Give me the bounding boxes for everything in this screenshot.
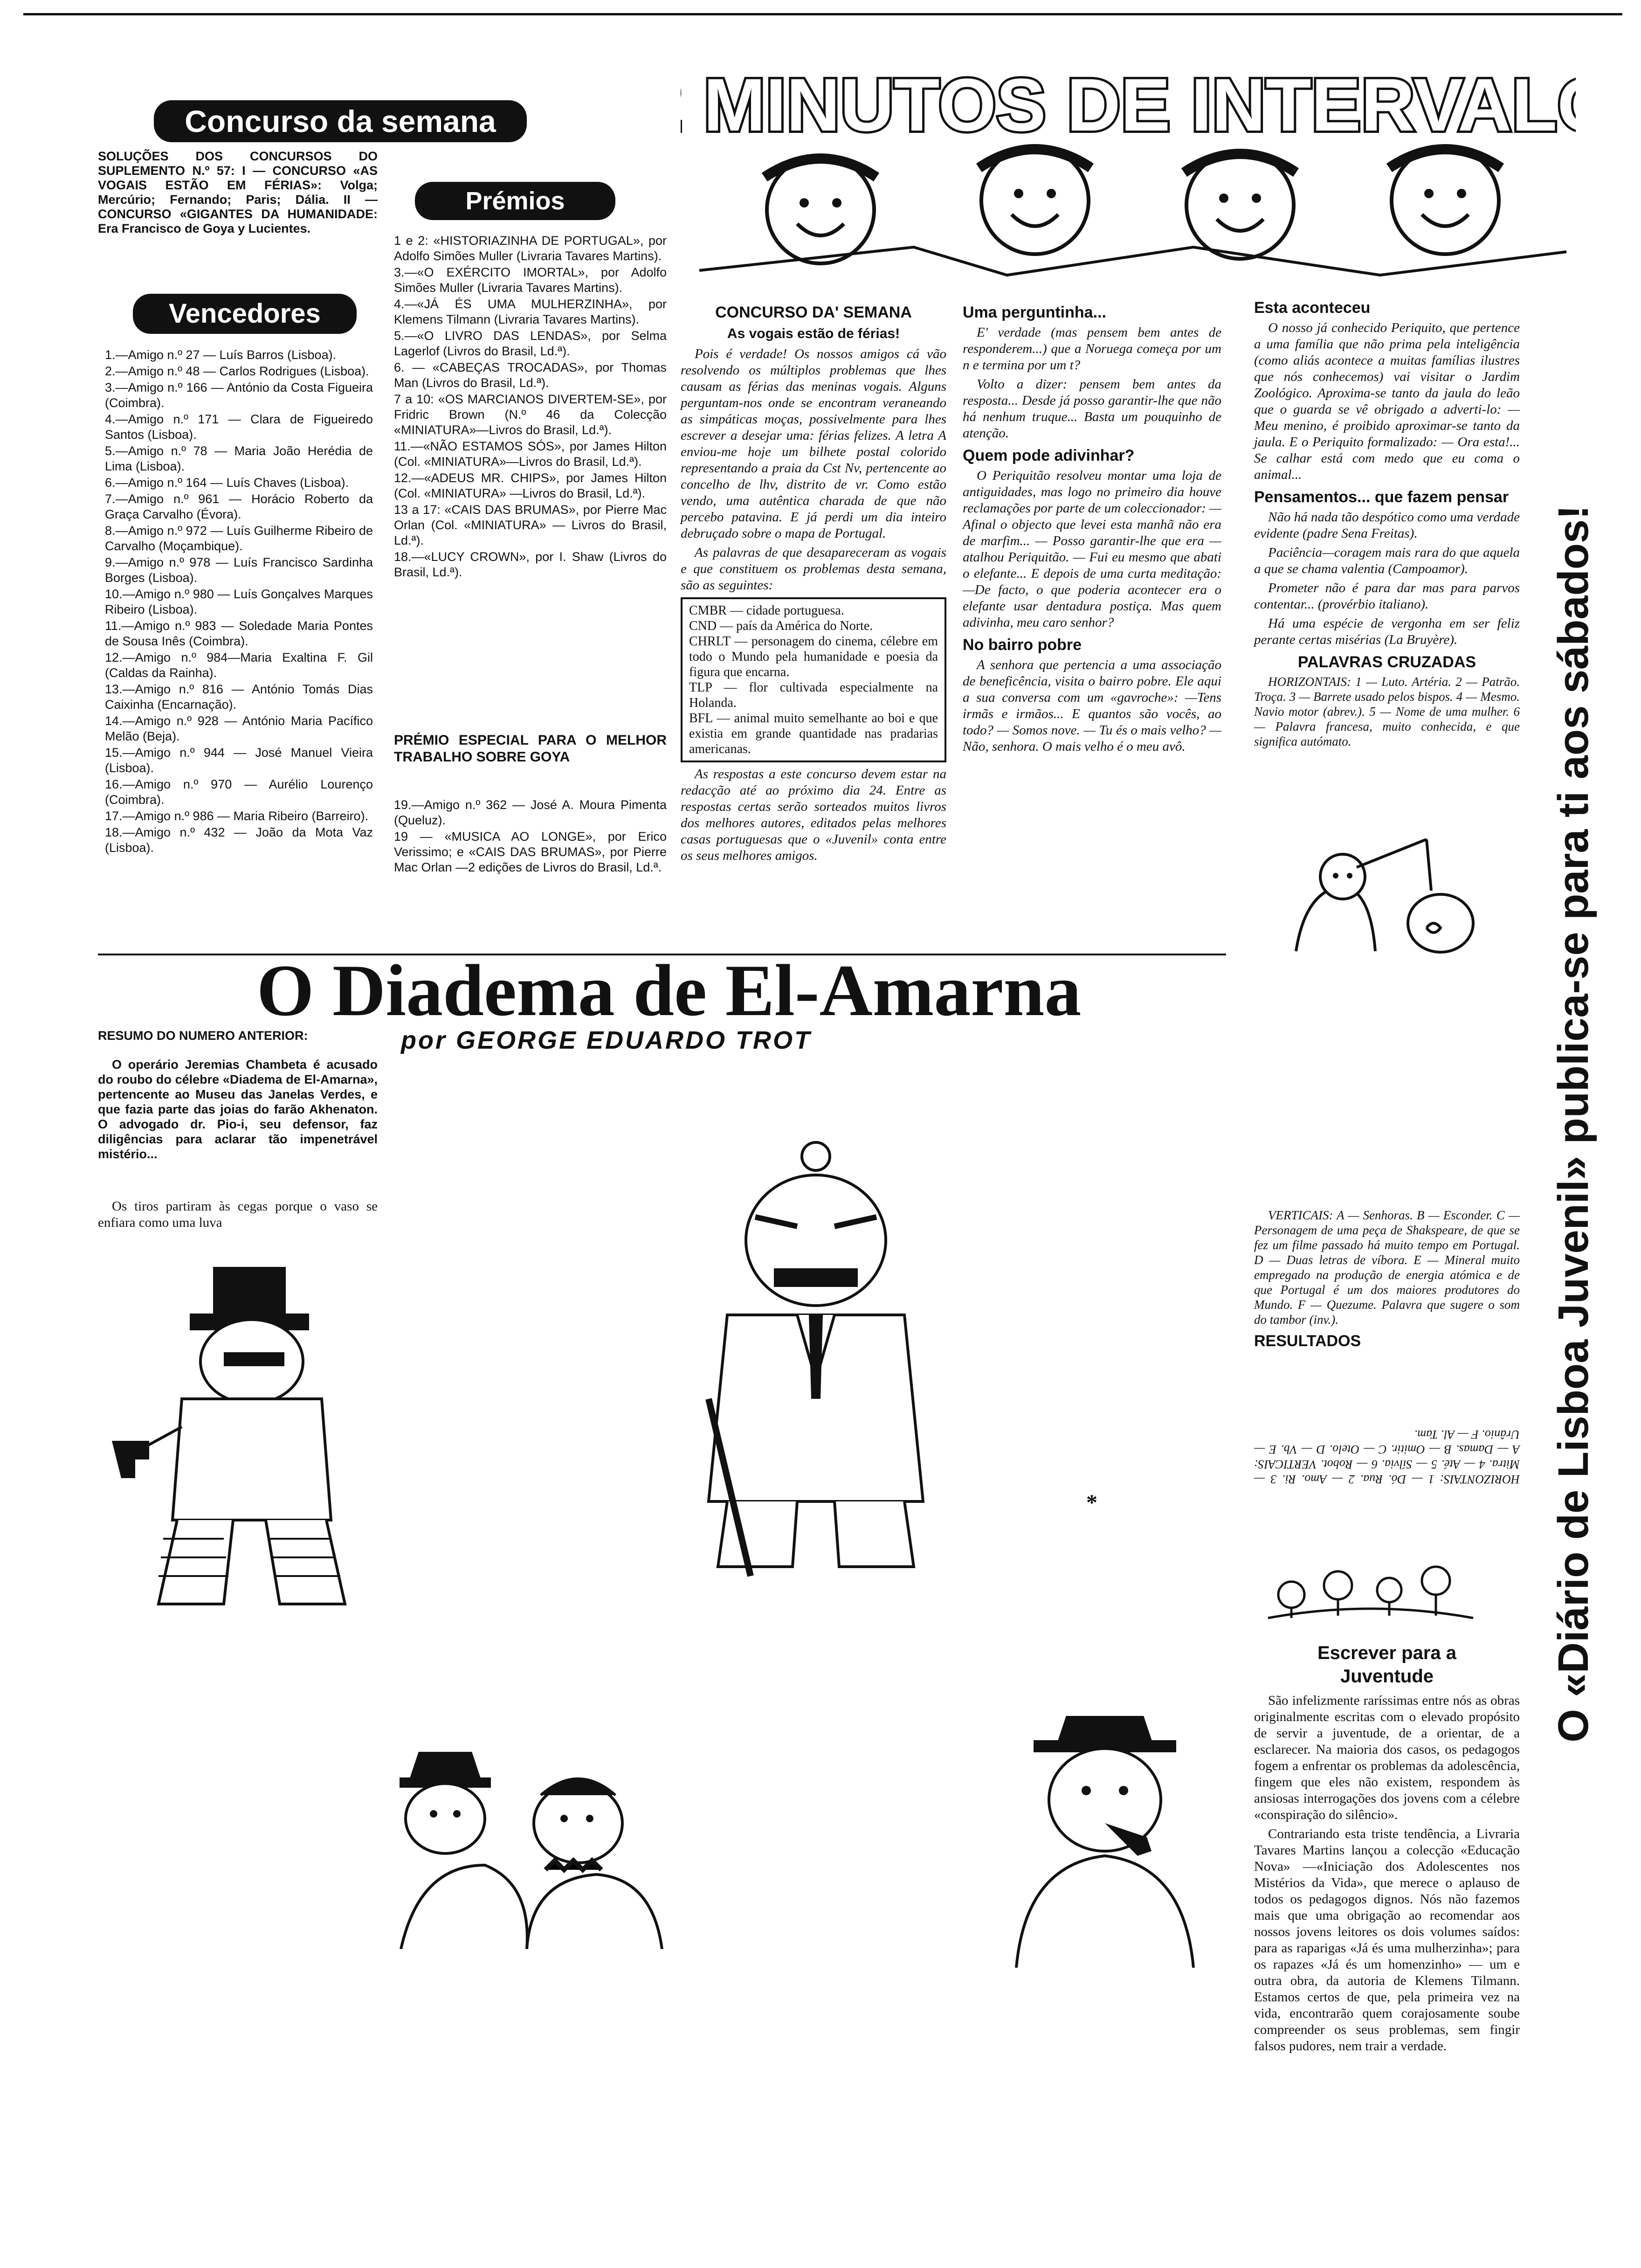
premio-item: 6. — «CABEÇAS TROCADAS», por Thomas Man (Livros do Brasil, Ld.ª). bbox=[394, 360, 667, 390]
fishing-girl-illustration bbox=[1277, 835, 1478, 956]
right-column-lower bbox=[1254, 1208, 1520, 1353]
concurso-title: CONCURSO DA' SEMANA bbox=[715, 304, 912, 321]
right-column bbox=[1254, 294, 1520, 752]
premio-item: 11.—«NÃO ESTAMOS SÓS», por James Hilton (Col. «MINIATURA»—Livros do Brasil, Ld.ª). bbox=[394, 439, 667, 469]
vencedor-item: 9.—Amigo n.º 978 — Luís Francisco Sardinha Borges (Lisboa). bbox=[105, 555, 373, 585]
concurso-box-item: TLP — flor cultivada especialmente na Holanda. bbox=[689, 680, 938, 710]
adivinhar-title: Quem pode adivinhar? bbox=[963, 447, 1135, 464]
premio-item: 1 e 2: «HISTORIAZINHA DE PORTUGAL», por Adolfo Simões Muller (Livraria Tavares Martins). bbox=[394, 234, 667, 263]
concurso-box-item: CHRLT — personagem do cinema, célebre em todo o Mundo pela humanidade e poesia da figura que encarna. bbox=[689, 634, 938, 679]
premio-item: 7 a 10: «OS MARCIANOS DIVERTEM-SE», por Fridric Brown (N.º 46 da Colecção «MINIATURA»—Livros do Brasil, Ld.ª). bbox=[394, 392, 667, 437]
section-asterisk: * bbox=[1086, 1490, 1097, 1515]
premio-especial-title: PRÉMIO ESPECIAL PARA O MELHOR TRABALHO SOBRE GOYA bbox=[394, 733, 667, 765]
escrever-title: Escrever para a Juventude bbox=[1317, 1643, 1456, 1687]
pipe-man-illustration bbox=[988, 1716, 1221, 1968]
solucoes-text: SOLUÇÕES DOS CONCURSOS DO SUPLEMENTO N.º 57: I — CONCURSO «AS VOGAIS ESTÃO EM FÉRIAS»: Volga; Mercúrio; Fernando; Paris; Dália. II — CONCURSO «GIGANTES DA HUMANIDADE: Era Francisco de Goya y Lucientes. bbox=[98, 149, 378, 235]
two-men-illustration bbox=[392, 1744, 671, 1949]
pensamento-item: Há uma espécie de vergonha em ser feliz perante certas misérias (La Bruyère). bbox=[1254, 616, 1520, 647]
premio-item: 13 a 17: «CAIS DAS BRUMAS», por Pierre Mac Orlan (Col. «MINIATURA» — Livros do Brasil, Ld.ª). bbox=[394, 503, 667, 547]
pensamento-item: Não há nada tão despótico como uma verdade evidente (padre Sena Freitas). bbox=[1254, 510, 1520, 541]
concurso-banner: Concurso da semana bbox=[154, 100, 527, 142]
premio-item: 18.—«LUCY CROWN», por I. Shaw (Livros do Brasil, Ld.ª). bbox=[394, 550, 667, 579]
resultados-text: HORIZONTAIS: 1 — Dó. Rua. 2 — Amo. Ri. 3 — Mitra. 4 — Até. 5 — Sílvia. 6 — Robot. VERTICAIS: A — Damas. B — Omitir. C — Otelo. D — Vb. E — Urânio. F — Al. Tam. bbox=[1254, 1428, 1520, 1486]
escrever-column bbox=[1254, 1641, 1520, 2057]
palavras-title: PALAVRAS CRUZADAS bbox=[1297, 653, 1476, 671]
vencedor-item: 15.—Amigo n.º 944 — José Manuel Vieira (Lisboa). bbox=[105, 746, 373, 775]
concurso-box-item: BFL — animal muito semelhante ao boi e que existia em grande quantidade nas pradarias americanas. bbox=[689, 711, 938, 756]
pensamentos-title: Pensamentos... que fazem pensar bbox=[1254, 488, 1509, 506]
vencedor-item: 10.—Amigo n.º 980 — Luís Gonçalves Marques Ribeiro (Lisboa). bbox=[105, 587, 373, 616]
adivinhar-text: O Periquitão resolveu montar uma loja de antiguidades, mas logo no primeiro dia houve reclamações por parte de um coleccionador: —Afinal o objecto que levei esta manhã não era de marfim... — Posso garantir-lhe que era — atalhou Periquitão. — Fui eu mesmo que abati o elefante... E depois de uma curta meditação: —De facto, o que poderia acontecer era o elefante usar dentadura postiça. Mas quem adivinha, meu caro senhor? bbox=[963, 468, 1221, 630]
story-title: O Diadema de El-Amarna bbox=[256, 950, 1082, 1031]
story-paragraph: Os tiros partiram às cegas porque o vaso se enfiara como uma luva bbox=[98, 1199, 378, 1230]
palavras-verticais: VERTICAIS: A — Senhoras. B — Esconder. C — Personagem de uma peça de Shakspeare, de que se fez um filme passado há muito tempo em Portugal. D — Duas letras de víbora. E — Mineral muito empregado na produção de energia atómica e de que Portugal é um dos maiores produtores do Mundo. F — Quezume. Palavra que sugere o som do tambor (inv.). bbox=[1254, 1208, 1520, 1327]
resultados-title: RESULTADOS bbox=[1254, 1332, 1361, 1350]
concurso-box-item: CND — país da América do Norte. bbox=[689, 619, 873, 633]
vencedor-item: 5.—Amigo n.º 78 — Maria João Herédia de Lima (Lisboa). bbox=[105, 444, 373, 473]
concurso-box-item: CMBR — cidade portuguesa. bbox=[689, 603, 844, 618]
premio-especial-item: 19 — «MUSICA AO LONGE», por Erico Verissimo; e «CAIS DAS BRUMAS», por Pierre Mac Orlan —2 edições de Livros do Brasil, Ld.ª. bbox=[394, 830, 667, 874]
vencedores-list bbox=[105, 347, 373, 857]
vencedor-item: 16.—Amigo n.º 970 — Aurélio Lourenço (Coimbra). bbox=[105, 777, 373, 807]
premio-item: 4.—«JÁ ÉS UMA MULHERZINHA», por Klemens Tilmann (Livraria Tavares Martins). bbox=[394, 297, 667, 326]
vencedores-banner: Vencedores bbox=[133, 294, 357, 334]
premio-item: 3.—«O EXÉRCITO IMORTAL», por Adolfo Simões Muller (Livraria Tavares Martins). bbox=[394, 265, 667, 295]
premio-especial-item: 19.—Amigo n.º 362 — José A. Moura Pimenta (Queluz). bbox=[394, 798, 667, 827]
story-col1-top bbox=[98, 1198, 378, 1234]
pensamento-item: Prometer não é para dar mas para parvos contentar... (provérbio italiano). bbox=[1254, 581, 1520, 612]
sidebar-text: O «Diário de Lisboa Juvenil» publica-se para ti aos sábados! bbox=[1550, 505, 1597, 1742]
premio-item: 12.—«ADEUS MR. CHIPS», por James Hilton (Col. «MINIATURA» —Livros do Brasil, Ld.ª). bbox=[394, 471, 667, 500]
concurso-subtitle: As vogais estão de férias! bbox=[727, 326, 900, 341]
story-col2 bbox=[394, 1056, 664, 1732]
aconteceu-text: O nosso já conhecido Periquito, que pertence a uma família que não prima pela inteligência (como aliás acontece a muitas famílias ilustres que nós conhecemos) vai visitar o Jardim Zoológico. Aproxima-se tanto da jaula do leão que o guarda se vê obrigado a adverti-lo: — Meu menino, é proibido aproximar-se tanto da jaula. E o Periquito formalizado: — Ora esta!... Se calhar está com medo que eu coma o animal... bbox=[1254, 320, 1520, 482]
angry-man-illustration bbox=[681, 1119, 951, 1585]
perguntinha-text: E' verdade (mas pensem bem antes de responderem...) que a Noruega começa por um n e termina por um t? bbox=[963, 325, 1221, 373]
vencedor-item: 8.—Amigo n.º 972 — Luís Guilherme Ribeiro de Carvalho (Moçambique). bbox=[105, 524, 373, 553]
vencedor-item: 13.—Amigo n.º 816 — António Tomás Dias Caixinha (Encarnação). bbox=[105, 682, 373, 712]
bairro-title: No bairro pobre bbox=[963, 636, 1082, 654]
vencedor-item: 6.—Amigo n.º 164 — Luís Chaves (Lisboa). bbox=[105, 476, 349, 490]
palavras-horizontais: HORIZONTAIS: 1 — Luto. Artéria. 2 — Patrão. Troça. 3 — Barrete usado pelos bispos. 4 — Mesmo. Navio motor (abrev.). 5 — Nome de uma mulher. 6 — Palavra francesa, muito conhecida, e que significa autómato. bbox=[1254, 675, 1520, 748]
resumo-text: O operário Jeremias Chambeta é acusado do roubo do célebre «Diadema de El-Amarna», pertencente ao Museu das Janelas Verdes, e que fazia parte das joias do farão Akhenaton. O advogado dr. Pio-i, seu defensor, faz diligências para aclarar tão impenetrável mistério... bbox=[98, 1058, 378, 1161]
concurso-column bbox=[681, 298, 946, 867]
intervalo-title: 2 MINUTOS DE INTERVALO bbox=[681, 70, 1576, 146]
intervalo-illustration bbox=[681, 70, 1576, 289]
premio-item: 5.—«O LIVRO DAS LENDAS», por Selma Lagerlof (Livros do Brasil, Ld.ª). bbox=[394, 329, 667, 358]
perguntinha-text2: Volto a dizer: pensem bem antes da resposta... Desde já posso garantir-lhe que não há nenhum truque... Basta um pouquinho de atenção. bbox=[963, 377, 1221, 441]
vencedor-item: 12.—Amigo n.º 984—Maria Exaltina F. Gil (Caldas da Rainha). bbox=[105, 650, 373, 680]
vencedor-item: 11.—Amigo n.º 983 — Soledade Maria Pontes de Sousa Inês (Coimbra). bbox=[105, 619, 373, 648]
flowers-illustration bbox=[1259, 1553, 1482, 1623]
vencedor-item: 2.—Amigo n.º 48 — Carlos Rodrigues (Lisboa). bbox=[105, 364, 369, 378]
vencedor-item: 18.—Amigo n.º 432 — João da Mota Vaz (Lisboa). bbox=[105, 825, 373, 855]
vencedor-item: 14.—Amigo n.º 928 — António Maria Pacífico Melão (Beja). bbox=[105, 714, 373, 743]
premio-especial-list bbox=[394, 797, 667, 876]
bairro-text: A senhora que pertencia a uma associação de beneficência, visita o bairro pobre. Ele aqui a sua conversa com um «gavroche»: —Tens irmãs e irmãos... E quantos são vocês, ao todo? — Somos nove. — Tu és o mais velho? — Não, senhora. O mais velho é o meu avô. bbox=[963, 657, 1221, 754]
story-author: por GEORGE EDUARDO TROT bbox=[401, 1026, 812, 1054]
vencedor-item: 4.—Amigo n.º 171 — Clara de Figueiredo Santos (Lisboa). bbox=[105, 412, 373, 442]
gangster-illustration bbox=[112, 1259, 373, 1627]
concurso-text3: As respostas a este concurso devem estar na redacção até ao próximo dia 24. Entre as respostas certas serão sorteados muitos livros dos melhores autores, editados pelas melhores casas portuguesas que o «Juvenil» conta entre os seus melhores amigos. bbox=[681, 767, 946, 863]
resumo-column bbox=[98, 1028, 378, 1164]
vencedor-item: 3.—Amigo n.º 166 — António da Costa Figueira (Coimbra). bbox=[105, 380, 373, 410]
middle-column bbox=[963, 298, 1221, 758]
aconteceu-title: Esta aconteceu bbox=[1254, 299, 1371, 317]
crossword bbox=[1259, 961, 1520, 1222]
premios-banner: Prémios bbox=[415, 182, 615, 220]
vencedor-item: 7.—Amigo n.º 961 — Horácio Roberto da Graça Carvalho (Évora). bbox=[105, 492, 373, 521]
pensamentos-list bbox=[1254, 509, 1520, 648]
perguntinha-title: Uma perguntinha... bbox=[963, 304, 1106, 321]
vencedor-item: 1.—Amigo n.º 27 — Luís Barros (Lisboa). bbox=[105, 348, 337, 362]
concurso-text: Pois é verdade! Os nossos amigos cá vão resolvendo os múltiplos problemas que lhes causam as férias das meninas vogais. Alguns perguntam-nos onde se encontram veraneando as simpáticas moças, possivelmente para lhes escrever a desejar uma: férias felizes. A letra A enviou-me hoje um bilhete postal colorido representando a praia da Cst Nv, pertencente ao concelho de lhv, distrito de vr. Como estão vendo, uma autêntica charada de que não percebo patavina. E já perdi um dia inteiro debruçado sobre o mapa de Portugal. bbox=[681, 346, 946, 541]
resumo-title: RESUMO DO NUMERO ANTERIOR: bbox=[98, 1029, 308, 1043]
premios-list bbox=[394, 233, 667, 581]
concurso-box bbox=[681, 597, 946, 762]
escrever-text bbox=[1254, 1693, 1520, 2054]
top-rule bbox=[23, 13, 1622, 15]
vencedor-item: 17.—Amigo n.º 986 — Maria Ribeiro (Barreiro). bbox=[105, 809, 369, 823]
escrever-paragraph: São infelizmente raríssimas entre nós as obras originalmente escritas com o elevado propósito de servir a juventude, de a orientar, de a esclarecer. Na maioria dos casos, os pedagogos fogem a enfrentar os problemas da adolescência, fingem que eles não existem, respondem às ansiosas interrogações dos jovens com a célebre «conspiração do silêncio». bbox=[1254, 1693, 1520, 1822]
escrever-paragraph: Contrariando esta triste tendência, a Livraria Tavares Martins lançou a colecção «Educação Nova» —«Iniciação dos Adolescentes nos Mistérios da Vida», que merece o aplauso de todos os pedagogos dignos. Nós não fazemos mais que uma obrigação ao recomendar aos nossos jovens leitores os dois volumes saídos: para as raparigas «Já és uma mulherzinha»; para os rapazes «Já és um homenzinho» — um e outra obra, da autoria de Klemens Tilmann. Estamos certos de que, pela primeira vez na vida, encontrarão quem corajosamente soube compreender os seus problemas, sem fingir falsos pudores, nem trair a verdade. bbox=[1254, 1826, 1520, 2054]
intervalo-header bbox=[681, 70, 1576, 289]
sidebar bbox=[1534, 261, 1613, 1986]
concurso-text2: As palavras de que desapareceram as vogais e que constituem os problemas desta semana, são as seguintes: bbox=[681, 545, 946, 593]
pensamento-item: Paciência—coragem mais rara do que aquela a que se chama valentia (Campoamor). bbox=[1254, 545, 1520, 576]
